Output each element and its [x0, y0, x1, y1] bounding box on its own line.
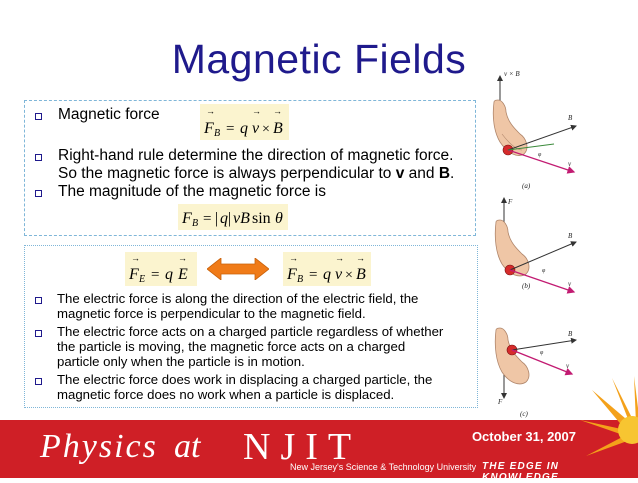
- formula-fb-qvxb-svg: [200, 104, 289, 140]
- formula-electric-force: [125, 252, 197, 286]
- svg-text:B: B: [192, 218, 199, 229]
- svg-text:B: B: [297, 274, 304, 285]
- svg-text:E: E: [178, 266, 188, 283]
- rhr-and: and: [404, 165, 439, 182]
- sun-logo-icon: [572, 372, 638, 462]
- bullet-marker: [35, 113, 42, 120]
- footer-date: October 31, 2007: [471, 429, 576, 444]
- svg-text:B: B: [214, 128, 221, 139]
- svg-text:E: E: [139, 274, 146, 285]
- svg-text:B: B: [568, 232, 573, 240]
- svg-text:→: →: [335, 253, 344, 263]
- bullet-marker: [35, 378, 42, 385]
- svg-text:F: F: [287, 266, 297, 283]
- formula-magnetic-force-vector-2: [283, 252, 371, 286]
- hand-panel-b: [495, 198, 576, 292]
- bullet-marker: [35, 190, 42, 197]
- svg-text:→: →: [289, 253, 298, 263]
- svg-text:q: q: [240, 120, 248, 137]
- svg-text:B: B: [273, 120, 283, 137]
- double-arrow-icon: [207, 258, 269, 280]
- tagline: THE EDGE IN KNOWLEDGE: [482, 461, 560, 483]
- bullet-magnitude: The magnitude of the magnetic force is: [58, 183, 326, 200]
- item1-line1: The electric force is along the direction of the electric field, the: [57, 291, 419, 306]
- hand-panel-c: [495, 328, 576, 418]
- hand-panel-a: [493, 70, 576, 190]
- svg-text:sin: sin: [252, 210, 271, 227]
- svg-text:=: =: [151, 267, 160, 283]
- formula-magnitude: [178, 204, 288, 230]
- svg-text:=: =: [203, 211, 212, 227]
- svg-text:F: F: [508, 198, 513, 206]
- item2-line2: the particle is moving, the magnetic force acts on a charged: [57, 339, 406, 354]
- item1-line2: magnetic force is perpendicular to the magnetic field.: [57, 306, 366, 321]
- svg-text:B: B: [356, 266, 366, 283]
- svg-text:×: ×: [262, 122, 270, 137]
- rhr-period: .: [450, 165, 455, 182]
- svg-text:v: v: [568, 160, 572, 168]
- bullet-magnetic-force: Magnetic force: [58, 106, 160, 123]
- svg-text:q: q: [220, 210, 228, 227]
- svg-text:=: =: [309, 267, 318, 283]
- svg-text:vB: vB: [233, 210, 250, 227]
- bullet-marker: [35, 154, 42, 161]
- svg-text:→: →: [273, 106, 282, 116]
- bullet-right-hand-rule-line1: Right-hand rule determine the direction of magnetic force.: [58, 147, 454, 164]
- university-name: New Jersey's Science & Technology University: [290, 462, 477, 472]
- label-b: (b): [522, 282, 531, 290]
- label-a: (a): [522, 182, 531, 190]
- item2-line3: particle only when the particle is in motion.: [57, 354, 305, 369]
- svg-text:|: |: [228, 210, 232, 227]
- item3-line2: magnetic force does no work when a particle is displaced.: [57, 387, 395, 402]
- svg-text:q: q: [323, 266, 331, 283]
- svg-text:×: ×: [345, 268, 353, 283]
- svg-text:→: →: [206, 106, 215, 116]
- svg-text:B: B: [568, 114, 573, 122]
- bullet-marker: [35, 330, 42, 337]
- bullet-marker: [35, 297, 42, 304]
- svg-text:→: →: [131, 253, 140, 263]
- svg-text:θ: θ: [275, 210, 283, 227]
- formula-fb-qvxb-svg-2: [283, 252, 371, 286]
- item3-line1: The electric force does work in displacing a charged particle, the: [57, 372, 433, 387]
- svg-text:→: →: [252, 106, 261, 116]
- formula-fb-qvbsin-svg: [178, 204, 288, 230]
- phi-c: φ: [540, 350, 544, 356]
- phi-a: φ: [538, 152, 542, 158]
- svg-text:|: |: [215, 210, 219, 227]
- svg-text:q: q: [165, 266, 173, 283]
- svg-text:B: B: [568, 330, 573, 338]
- brand-njit-logo: NJIT: [243, 426, 362, 468]
- rhr-text: So the magnetic force is always perpendicular to: [58, 165, 396, 182]
- svg-text:v: v: [566, 362, 570, 370]
- svg-text:→: →: [356, 253, 365, 263]
- slide-title: Magnetic Fields: [171, 36, 467, 82]
- bullet-right-hand-rule-line2: [58, 165, 454, 183]
- svg-text:→: →: [178, 253, 187, 263]
- rhr-b-bold: B: [438, 165, 451, 182]
- label-c: (c): [520, 410, 528, 418]
- svg-text:v: v: [568, 280, 572, 288]
- formula-fe-qe-svg: [125, 252, 197, 286]
- item2-line1: The electric force acts on a charged particle regardless of whether: [57, 324, 444, 339]
- svg-text:F: F: [204, 120, 214, 137]
- svg-text:F: F: [129, 266, 139, 283]
- svg-text:F: F: [182, 210, 192, 227]
- label-v-cross-b: v × B: [504, 70, 520, 78]
- formula-magnetic-force-vector: [200, 104, 289, 140]
- svg-text:v: v: [335, 266, 343, 283]
- svg-text:F: F: [498, 398, 503, 406]
- brand-physics: Physics: [40, 428, 158, 465]
- rhr-v-bold: v: [395, 165, 405, 182]
- phi-b: φ: [542, 268, 546, 274]
- right-hand-rule-diagram: [482, 62, 590, 420]
- brand-at: at: [174, 428, 201, 465]
- svg-text:=: =: [226, 121, 235, 137]
- svg-text:v: v: [252, 120, 260, 137]
